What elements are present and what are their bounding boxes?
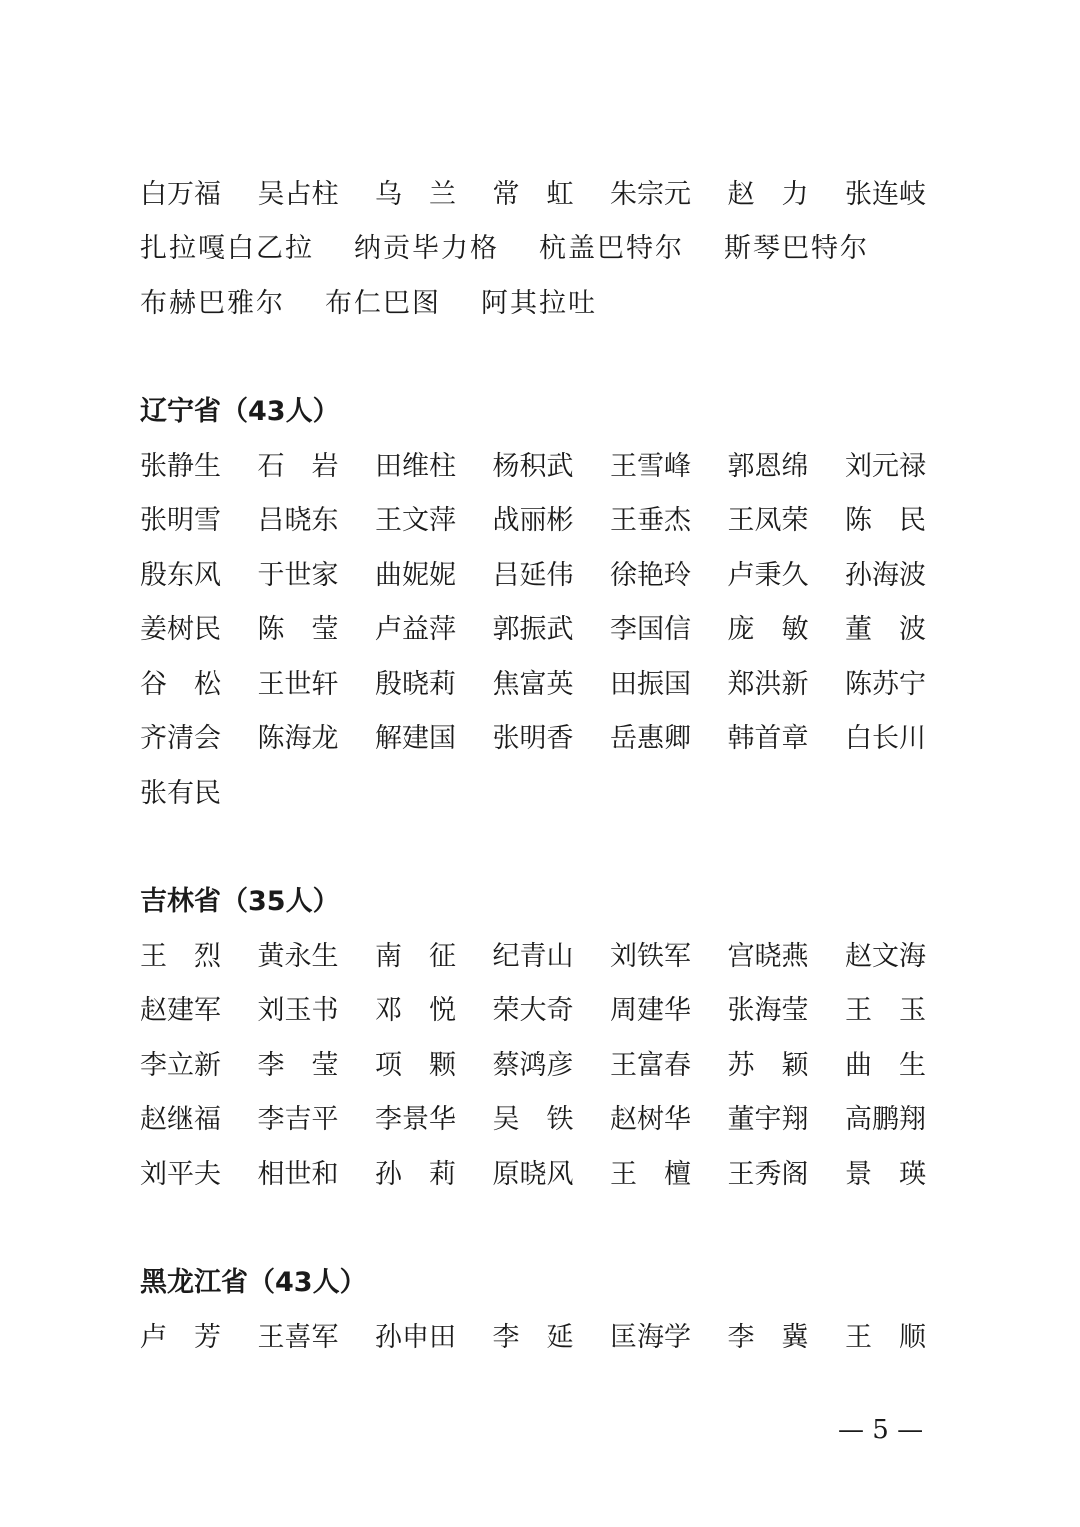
person-name: 陈 民 [845,505,926,537]
person-name: 郑洪新 [727,668,809,700]
person-name: 赵建军 [140,995,221,1027]
person-name: 蔡鸿彦 [492,1049,574,1081]
person-name: 景 瑛 [845,1158,926,1190]
province-name: 辽宁省 [140,396,221,428]
person-name: 战丽彬 [492,505,574,537]
province-count: （43人） [221,396,340,428]
person-name: 纪青山 [492,940,574,972]
person-name: 李立新 [140,1049,221,1081]
person-name: 田维柱 [375,450,456,482]
person-name: 姜树民 [140,614,221,646]
person-name: 刘玉书 [257,995,339,1027]
person-name: 阿其拉吐 [481,287,597,319]
person-name: 卢 芳 [140,1321,221,1353]
section-spacer [140,328,940,382]
person-name: 斯琴巴特尔 [724,233,869,265]
name-row [140,273,940,328]
name-row [140,1035,940,1090]
name-row [140,164,940,219]
person-name: 岳惠卿 [610,723,691,755]
person-name: 吴 铁 [492,1104,574,1136]
province-name: 黑龙江省 [140,1267,248,1299]
person-name: 孙 莉 [375,1158,456,1190]
province-heading [140,382,940,437]
name-row [140,654,940,709]
person-name: 黄永生 [257,940,339,972]
person-name: 王富春 [610,1049,691,1081]
person-name: 吕晓东 [257,505,339,537]
province-count: （43人） [248,1267,367,1299]
person-name: 吕延伟 [492,559,574,591]
person-name: 王秀阁 [727,1158,809,1190]
name-row [140,436,940,491]
document-page [140,164,940,1362]
name-row [140,491,940,546]
person-name: 王 顺 [845,1321,926,1353]
person-name: 谷 松 [140,668,221,700]
person-name: 邓 悦 [375,995,456,1027]
name-row [140,709,940,764]
name-row [140,219,940,274]
person-name: 孙海波 [845,559,926,591]
person-name: 纳贡毕力格 [354,233,499,265]
person-name: 匡海学 [610,1321,691,1353]
person-name: 韩首章 [727,723,809,755]
person-name: 赵文海 [845,940,926,972]
person-name: 张海莹 [727,995,809,1027]
person-name: 徐艳玲 [610,559,691,591]
person-name: 王雪峰 [610,450,691,482]
person-name: 卢秉久 [727,559,809,591]
person-name: 解建国 [375,723,456,755]
person-name: 李 冀 [727,1321,809,1353]
person-name: 高鹏翔 [845,1104,926,1136]
person-name: 王文萍 [375,505,456,537]
person-name: 董 波 [845,614,926,646]
person-name: 李国信 [610,614,691,646]
person-name: 扎拉嘎白乙拉 [140,233,314,265]
person-name: 庞 敏 [727,614,809,646]
person-name: 陈苏宁 [845,668,926,700]
person-name: 赵 力 [727,178,809,210]
person-name: 王 玉 [845,995,926,1027]
name-row [140,545,940,600]
person-name: 南 征 [375,940,456,972]
person-name: 陈 莹 [257,614,339,646]
person-name: 王世轩 [257,668,339,700]
person-name: 焦富英 [492,668,574,700]
person-name: 张静生 [140,450,221,482]
person-name: 王凤荣 [727,505,809,537]
person-name: 张明雪 [140,505,221,537]
person-name: 杭盖巴特尔 [539,233,684,265]
person-name: 王垂杰 [610,505,691,537]
person-name: 布赫巴雅尔 [140,287,285,319]
person-name: 曲妮妮 [375,559,456,591]
person-name: 张明香 [492,723,574,755]
section-spacer [140,1199,940,1253]
name-row [140,1307,940,1362]
person-name: 于世家 [257,559,339,591]
person-name: 李吉平 [257,1104,339,1136]
person-name: 王 檀 [610,1158,691,1190]
person-name: 石 岩 [257,450,339,482]
person-name: 杨积武 [492,450,574,482]
person-name: 李 延 [492,1321,574,1353]
person-name: 项 颗 [375,1049,456,1081]
province-count: （35人） [221,886,340,918]
person-name: 荣大奇 [492,995,574,1027]
person-name: 宫晓燕 [727,940,809,972]
person-name: 孙申田 [375,1321,456,1353]
province-heading [140,1253,940,1308]
person-name: 陈海龙 [257,723,339,755]
name-row [140,600,940,655]
name-row [140,926,940,981]
person-name: 赵树华 [610,1104,691,1136]
section-spacer [140,818,940,872]
person-name: 朱宗元 [610,178,691,210]
person-name: 常 虹 [492,178,574,210]
name-row [140,763,940,818]
person-name: 王 烈 [140,940,221,972]
person-name: 布仁巴图 [325,287,441,319]
person-name: 郭恩绵 [727,450,809,482]
person-name: 刘元禄 [845,450,926,482]
person-name: 原晓风 [492,1158,574,1190]
name-row [140,1144,940,1199]
province-heading [140,872,940,927]
person-name: 田振国 [610,668,691,700]
person-name: 相世和 [257,1158,339,1190]
person-name: 周建华 [610,995,691,1027]
person-name: 郭振武 [492,614,574,646]
page-number: — 5 — [838,1415,924,1445]
person-name: 董宇翔 [727,1104,809,1136]
person-name: 齐清会 [140,723,221,755]
person-name: 刘平夫 [140,1158,221,1190]
person-name: 殷晓莉 [375,668,456,700]
person-name: 李景华 [375,1104,456,1136]
person-name: 卢益萍 [375,614,456,646]
person-name: 曲 生 [845,1049,926,1081]
person-name: 乌 兰 [375,178,456,210]
province-name: 吉林省 [140,886,221,918]
person-name: 吴占柱 [257,178,339,210]
name-row [140,981,940,1036]
person-name: 苏 颖 [727,1049,809,1081]
person-name: 白长川 [845,723,926,755]
person-name: 王喜军 [257,1321,339,1353]
person-name: 刘铁军 [610,940,691,972]
person-name: 白万福 [140,178,221,210]
person-name: 殷东风 [140,559,221,591]
name-row [140,1090,940,1145]
person-name: 李 莹 [257,1049,339,1081]
person-name: 张连岐 [845,178,926,210]
person-name: 赵继福 [140,1104,221,1136]
person-name: 张有民 [140,777,221,809]
